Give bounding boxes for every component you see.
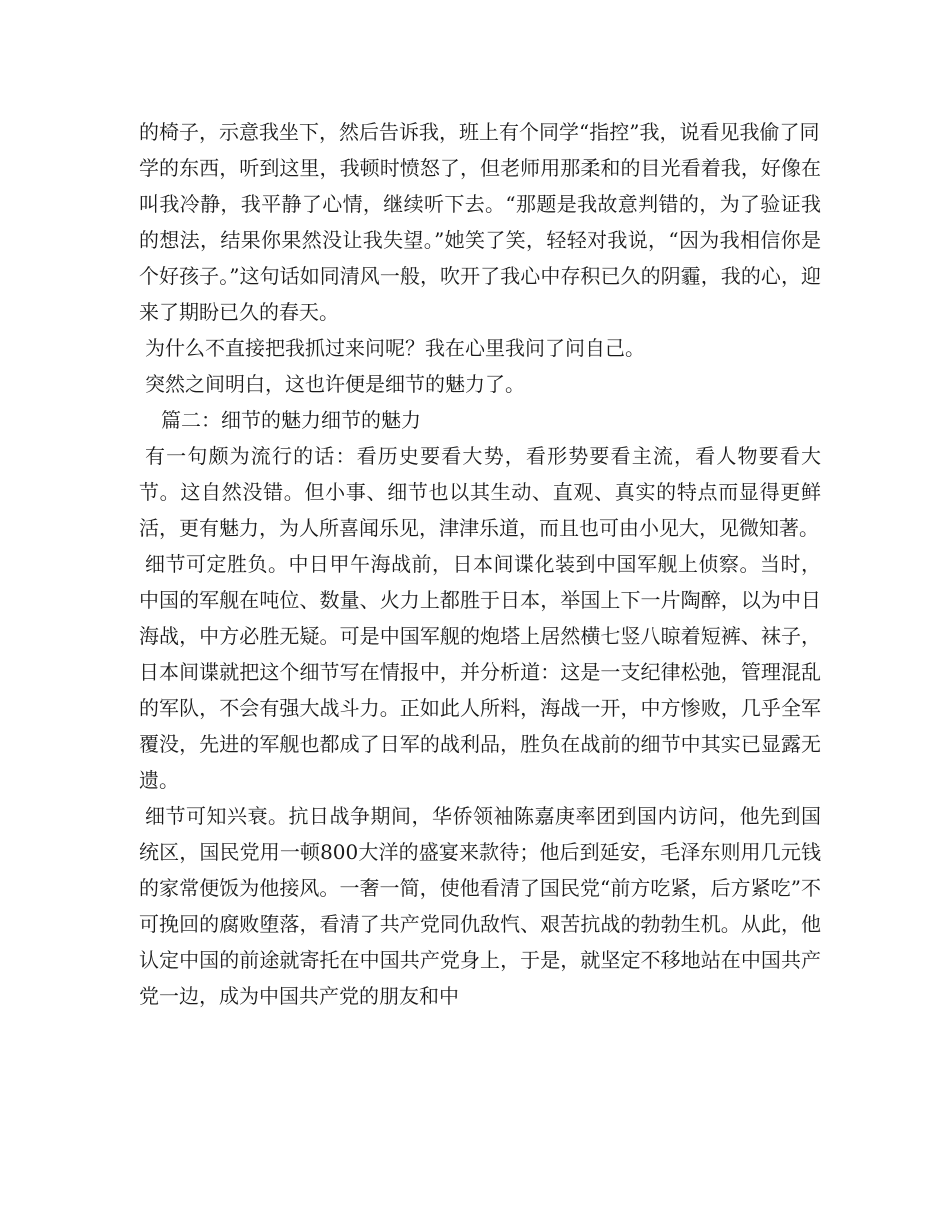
document-body (139, 114, 821, 1014)
section-heading: 篇二：细节的魅力细节的魅力 (161, 408, 421, 432)
paragraph-6: 有一句颇为流行的话：看历史要看大势，看形势要看主流，看人物要看大节。这自然没错。但小事、细节也以其生动、直观、真实的特点而显得更鲜活，更有魅力，为人所喜闻乐见，津津乐道，而且也可由小见大，见微知著。 (139, 444, 821, 540)
paragraph-7: 细节可定胜负。中日甲午海战前，日本间谍化装到中国军舰上侦察。当时，中国的军舰在吨位、数量、火力上都胜于日本，举国上下一片陶醉，以为中日海战，中方必胜无疑。可是中国军舰的炮塔上居然横七竖八晾着短裤、袜子，日本间谍就把这个细节写在情报中，并分析道：这是一支纪律松弛，管理混乱的军队，不会有强大战斗力。正如此人所料，海战一开，中方惨败，几乎全军覆没，先进的军舰也都成了日军的战利品，胜负在战前的细节中其实已显露无遗。 (139, 552, 821, 792)
paragraph-3: 为什么不直接把我抓过来问呢？我在心里我问了问自己。 (145, 336, 645, 360)
paragraph-4: 突然之间明白，这也许便是细节的魅力了。 (145, 372, 525, 396)
paragraph-2: 学的东西，听到这里，我顿时愤怒了，但老师用那柔和的目光看着我，好像在叫我冷静，我平静了心情，继续听下去。“那题是我故意判错的，为了验证我的想法，结果你果然没让我失望。”她笑了笑，轻轻对我说，“因为我相信你是个好孩子。”这句话如同清风一般，吹开了我心中存积已久的阴霾，我的心，迎来了期盼已久的春天。 (139, 156, 821, 324)
paragraph-8: 细节可知兴衰。抗日战争期间，华侨领袖陈嘉庚率团到国内访问，他先到国统区，国民党用一顿800大洋的盛宴来款待；他后到延安，毛泽东则用几元钱的家常便饭为他接风。一奢一简，使他看清了国民党“前方吃紧，后方紧吃”不可挽回的腐败堕落，看清了共产党同仇敌忾、艰苦抗战的勃勃生机。从此，他认定中国的前途就寄托在中国共产党身上，于是，就坚定不移地站在中国共产党一边，成为中国共产党的朋友和中 (139, 804, 821, 1008)
paragraph-1: 的椅子，示意我坐下，然后告诉我，班上有个同学“指控”我，说看见我偷了同 (139, 120, 820, 144)
